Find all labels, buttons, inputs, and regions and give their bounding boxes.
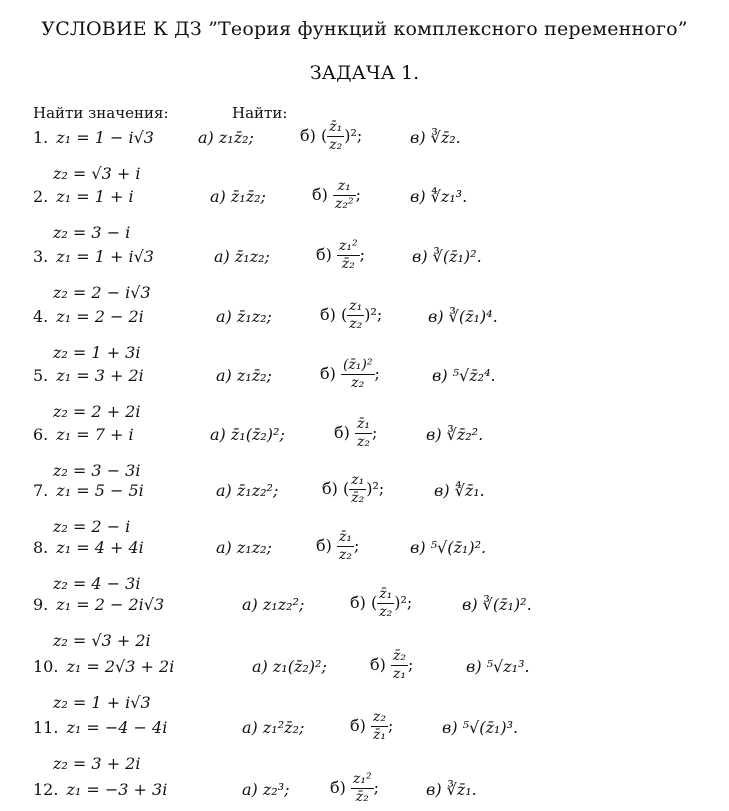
task-c: в) ∛(z̄₁)². (462, 595, 532, 614)
task-a: а) z̄₁z̄₂; (210, 187, 266, 206)
task-b-fraction (333, 178, 356, 213)
task-b-prefix: б) ( (350, 593, 378, 612)
problem-number: 10. (33, 657, 59, 676)
task-b (320, 357, 380, 392)
task-b (316, 529, 359, 564)
task-a: а) z̄₁z₂²; (216, 481, 279, 500)
task-b (370, 648, 413, 683)
task-b-fraction (371, 709, 388, 744)
task-b-suffix: ; (353, 536, 360, 555)
fraction-denominator: z̄₁ (372, 727, 386, 743)
problem-z1: z₁ = −4 − 4i (66, 718, 168, 737)
fraction-denominator: z̄₂ (351, 788, 374, 806)
find-label: Найти: (232, 104, 288, 122)
find-values-label: Найти значения: (33, 104, 169, 122)
task-c: в) ∛z̄₁. (426, 780, 477, 799)
problem-z1-line (33, 595, 164, 614)
fraction-denominator: z₂² (334, 196, 354, 212)
task-b (316, 238, 365, 273)
problem-z1: z₁ = 2 − 2i√3 (56, 595, 165, 614)
problem-number: 3. (33, 247, 49, 266)
fraction-numerator: z̄₁ (329, 119, 343, 135)
task-b-fraction (327, 119, 344, 154)
problem-z2: z₂ = 2 − i√3 (53, 283, 151, 302)
fraction-numerator: z₁ (337, 178, 351, 194)
problem-z1-line (33, 187, 134, 206)
task-b-fraction (337, 238, 360, 273)
task-b-prefix: б) (312, 185, 333, 204)
fraction-denominator: z₂ (379, 604, 393, 620)
task-b-suffix: ; (359, 245, 365, 264)
fraction-numerator: z̄₁ (379, 586, 393, 602)
problem-z1: z₁ = 7 + i (56, 425, 134, 444)
problem-z1: z₁ = 3 + 2i (56, 366, 144, 385)
page-subtitle: ЗАДАЧА 1. (309, 62, 420, 84)
task-b-fraction (349, 472, 366, 507)
problem-number: 7. (33, 481, 49, 500)
problem-z1-line (33, 247, 154, 266)
fraction-denominator: z₂ (329, 137, 343, 153)
task-b-fraction (341, 357, 375, 392)
fraction-denominator: z̄₂ (351, 490, 365, 506)
task-b (330, 771, 379, 806)
task-b-suffix: )²; (366, 479, 385, 498)
task-b (334, 416, 377, 451)
problem-z2: z₂ = 2 + 2i (53, 402, 141, 421)
problem-z2: z₂ = √3 + i (53, 164, 141, 183)
problem-z1: z₁ = 1 + i√3 (56, 247, 154, 266)
problem-z1-line (33, 657, 174, 676)
fraction-denominator: z̄₂ (337, 255, 360, 273)
task-b-fraction (337, 529, 354, 564)
task-b-prefix: б) (370, 655, 391, 674)
problem-number: 12. (33, 780, 59, 799)
task-c: в) ∛(z̄₁)². (412, 247, 482, 266)
problem-number: 1. (33, 128, 49, 147)
task-b (322, 472, 384, 507)
task-c: в) ∛z̄₂². (426, 425, 484, 444)
fraction-numerator: z̄₂ (392, 648, 406, 664)
task-b (312, 178, 361, 213)
task-c: в) ∛(z̄₁)⁴. (428, 307, 498, 326)
fraction-denominator: z₁ (392, 666, 406, 682)
fraction-denominator: z₂ (349, 316, 363, 332)
problem-z2: z₂ = 3 − i (53, 223, 131, 242)
fraction-denominator: z₂ (338, 547, 352, 563)
problem-z1-line (33, 128, 154, 147)
task-b-fraction (377, 586, 394, 621)
problem-number: 9. (33, 595, 49, 614)
task-b-fraction (347, 298, 364, 333)
task-c: в) ⁵√z₁³. (466, 657, 530, 676)
problem-z1-line (33, 780, 167, 799)
task-c: в) ⁵√(z̄₁)². (410, 538, 487, 557)
problem-z1-line (33, 307, 144, 326)
task-b-suffix: ; (387, 716, 394, 735)
task-b-suffix: ; (407, 655, 414, 674)
task-b-suffix: ; (373, 778, 379, 797)
task-c: в) ∜z₁³. (410, 187, 468, 206)
problem-z2: z₂ = 4 − 3i (53, 574, 141, 593)
problem-z1: z₁ = 1 − i√3 (56, 128, 154, 147)
task-b-fraction (351, 771, 374, 806)
problem-z1: z₁ = 2 − 2i (56, 307, 144, 326)
fraction-numerator: z̄₁ (356, 416, 370, 432)
task-b (350, 709, 393, 744)
task-a: а) z₁z₂²; (242, 595, 305, 614)
problem-z1: z₁ = 4 + 4i (56, 538, 144, 557)
task-c: в) ⁵√z̄₂⁴. (432, 366, 496, 385)
task-b-prefix: б) (316, 245, 337, 264)
page-title: УСЛОВИЕ К ДЗ ”Теория функций комплексного переменного” (41, 18, 688, 40)
task-b-suffix: ; (374, 364, 380, 383)
fraction-numerator: z₂ (372, 709, 386, 725)
task-b-prefix: б) (330, 778, 351, 797)
fraction-numerator: z₁ (351, 472, 365, 488)
task-b-suffix: ; (371, 423, 378, 442)
problem-z2: z₂ = √3 + 2i (53, 631, 151, 650)
problem-number: 5. (33, 366, 49, 385)
task-a: а) z₁z̄₂; (216, 366, 272, 385)
task-b-fraction (391, 648, 408, 683)
problem-z1-line (33, 425, 134, 444)
problem-z2: z₂ = 1 + 3i (53, 343, 141, 362)
problem-z2: z₂ = 2 − i (53, 517, 131, 536)
problem-z2: z₂ = 1 + i√3 (53, 693, 151, 712)
task-a: а) z̄₁z₂; (214, 247, 270, 266)
problem-z1-line (33, 481, 144, 500)
fraction-numerator: (z̄₁)² (342, 357, 373, 373)
task-b-suffix: ; (355, 185, 361, 204)
problem-z2: z₂ = 3 + 2i (53, 754, 141, 773)
problem-number: 11. (33, 718, 59, 737)
task-c: в) ∛z̄₂. (410, 128, 461, 147)
task-b (350, 586, 412, 621)
problem-z1-line (33, 538, 144, 557)
task-a: а) z₁²z̄₂; (242, 718, 305, 737)
task-b-suffix: )²; (344, 126, 363, 145)
fraction-denominator: z₂ (356, 434, 370, 450)
task-a: а) z̄₁(z̄₂)²; (210, 425, 285, 444)
task-b-prefix: б) (334, 423, 355, 442)
task-b (300, 119, 362, 154)
task-b-suffix: )²; (394, 593, 413, 612)
problem-z1: z₁ = 2√3 + 2i (66, 657, 175, 676)
fraction-numerator: z̄₁ (338, 529, 352, 545)
task-b-prefix: б) (316, 536, 337, 555)
task-a: а) z₂³; (242, 780, 290, 799)
task-b-suffix: )²; (364, 305, 383, 324)
fraction-numerator: z₁² (352, 771, 372, 787)
task-b-prefix: б) ( (300, 126, 328, 145)
fraction-numerator: z₁² (338, 238, 358, 254)
problem-z2: z₂ = 3 − 3i (53, 461, 141, 480)
task-c: в) ⁵√(z̄₁)³. (442, 718, 519, 737)
task-a: а) z̄₁z₂; (216, 307, 272, 326)
problem-z1-line (33, 718, 167, 737)
problem-number: 6. (33, 425, 49, 444)
task-b (320, 298, 382, 333)
task-a: а) z₁z₂; (216, 538, 272, 557)
fraction-denominator: z₂ (341, 374, 375, 392)
task-c: в) ∜z̄₁. (434, 481, 485, 500)
problem-z1: z₁ = 5 − 5i (56, 481, 144, 500)
problem-z1: z₁ = 1 + i (56, 187, 134, 206)
task-a: а) z₁z̄₂; (198, 128, 254, 147)
task-b-prefix: б) ( (320, 305, 348, 324)
problem-number: 8. (33, 538, 49, 557)
task-b-prefix: б) ( (322, 479, 350, 498)
task-b-prefix: б) (350, 716, 371, 735)
task-a: а) z₁(z̄₂)²; (252, 657, 327, 676)
problem-number: 2. (33, 187, 49, 206)
problem-z1-line (33, 366, 144, 385)
task-b-fraction (355, 416, 372, 451)
problem-number: 4. (33, 307, 49, 326)
fraction-numerator: z₁ (349, 298, 363, 314)
problem-z1: z₁ = −3 + 3i (66, 780, 168, 799)
task-b-prefix: б) (320, 364, 341, 383)
